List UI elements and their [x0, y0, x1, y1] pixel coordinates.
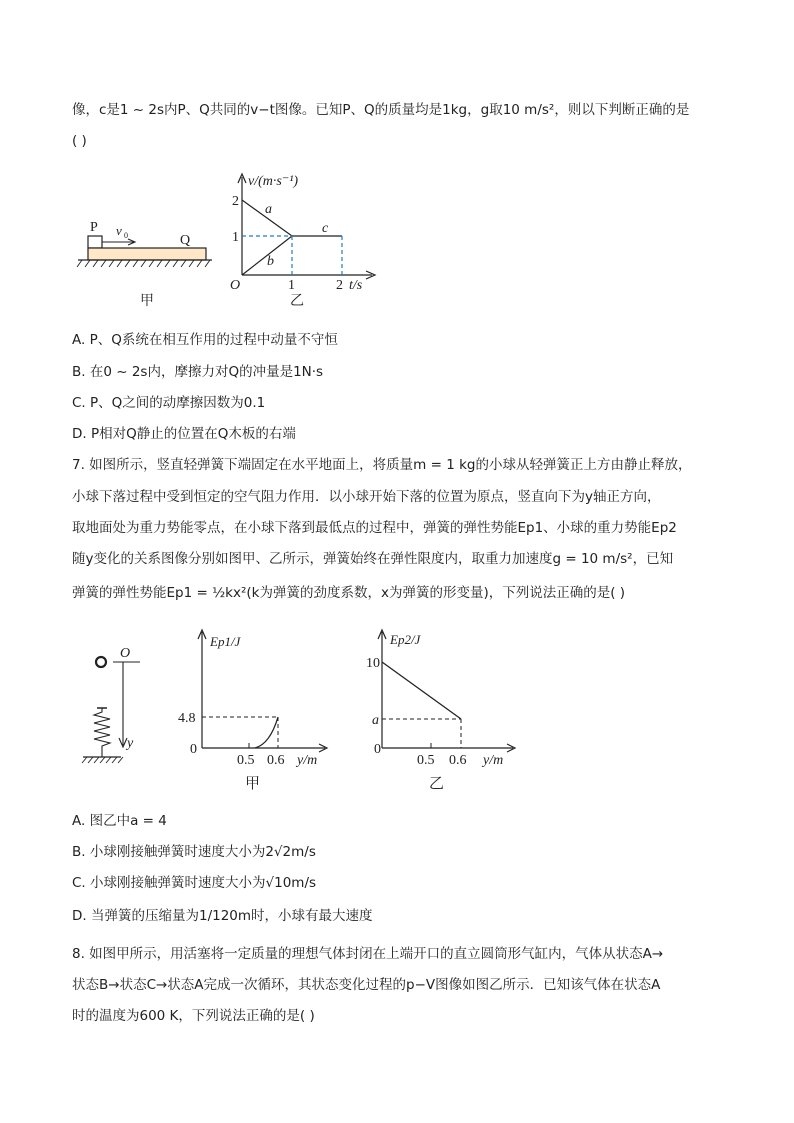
q6-xlabel: t/s — [349, 278, 363, 293]
q6-xtick-1: 1 — [288, 278, 295, 293]
q7-figure-yi — [365, 622, 525, 797]
q6-figure-yi — [222, 165, 382, 310]
q7-yi-xtick-06: 0.6 — [449, 753, 467, 768]
q7-yi-ylabel: Ep2/J — [390, 632, 421, 647]
q6-label-c: c — [322, 221, 329, 236]
q6-origin: O — [230, 278, 241, 293]
q6-stem-line1: 像，c是1 ~ 2s内P、Q共同的v−t图像。已知P、Q的质量均是1kg，g取10 m/s²，则以下判断正确的是 — [72, 102, 690, 118]
q7-option-d: D. 当弹簧的压缩量为1/120m时，小球有最大速度 — [72, 908, 373, 924]
q7-jia-origin: 0 — [190, 742, 197, 757]
spring — [94, 708, 110, 757]
q7-yi-origin: 0 — [374, 742, 381, 757]
block-P — [88, 236, 102, 248]
q7-jia-ylabel: Ep1/J — [210, 634, 241, 649]
line-Ep2 — [382, 662, 461, 719]
q6-label-v0-sub: 0 — [124, 231, 128, 240]
q6-label-v0: v — [116, 223, 122, 238]
q6-label-b: b — [267, 254, 274, 269]
q7-figure-jia — [175, 622, 335, 797]
q6-ytick-2: 2 — [232, 194, 239, 209]
q6-xtick-2: 2 — [336, 278, 343, 293]
q7-option-c: C. 小球刚接触弹簧时速度大小为√10m/s — [72, 875, 317, 891]
q6-ylabel: v/(m·s⁻¹) — [248, 174, 299, 189]
q7-stem-line3: 取地面处为重力势能零点，在小球下落到最低点的过程中，弹簧的弹性势能Ep1、小球的重力势能Ep2 — [72, 520, 677, 536]
q7-stem-line1: 7. 如图所示，竖直轻弹簧下端固定在水平地面上，将质量m = 1 kg的小球从轻弹簧正上方由静止释放， — [72, 457, 692, 473]
q8-stem-line2: 状态B→状态C→状态A完成一次循环，其状态变化过程的p−V图像如图乙所示．已知该气体在状态A — [72, 977, 661, 993]
q6-option-b: B. 在0 ~ 2s内，摩擦力对Q的冲量是1N·s — [72, 364, 324, 380]
q7-caption-jia: 甲 — [245, 774, 261, 792]
ground-hatching — [77, 260, 210, 267]
q6-label-P: P — [90, 220, 98, 235]
q7-stem-line5: 弹簧的弹性势能Ep1 = ½kx²(k为弹簧的劲度系数，x为弹簧的形变量)，下列说法正确的是( ) — [72, 585, 626, 601]
q6-option-a: A. P、Q系统在相互作用的过程中动量不守恒 — [72, 332, 338, 348]
q6-option-d: D. P相对Q静止的位置在Q木板的右端 — [72, 426, 296, 442]
q7-jia-xlabel: y/m — [297, 753, 318, 768]
q7-caption-yi: 乙 — [429, 774, 445, 792]
q8-stem-line3: 时的温度为600 K，下列说法正确的是( ) — [72, 1008, 315, 1024]
q6-caption-yi: 乙 — [290, 293, 304, 309]
q7-jia-xtick-05: 0.5 — [237, 753, 255, 768]
q6-ytick-1: 1 — [232, 230, 239, 245]
q6-figure-jia — [72, 215, 217, 310]
q7-spring-figure — [75, 640, 155, 770]
q6-label-Q: Q — [180, 233, 191, 248]
q7-jia-xtick-06: 0.6 — [267, 753, 285, 768]
q7-stem-line4: 随y变化的关系图像分别如图甲、乙所示，弹簧始终在弹性限度内，取重力加速度g = 10 m/s²，已知 — [72, 551, 674, 567]
q7-stem-line2: 小球下落过程中受到恒定的空气阻力作用．以小球开始下落的位置为原点，竖直向下为y轴正方向， — [72, 489, 661, 505]
q8-stem-line1: 8. 如图甲所示，用活塞将一定质量的理想气体封闭在上端开口的直立圆筒形气缸内，气体从状态A→ — [72, 946, 664, 962]
q7-yi-ytick-a: a — [372, 713, 379, 728]
q6-caption-jia: 甲 — [140, 293, 154, 309]
q6-label-a: a — [265, 202, 272, 217]
ball — [96, 657, 106, 667]
q7-jia-ytick: 4.8 — [178, 711, 196, 726]
q7-yi-ytick-10: 10 — [366, 656, 380, 671]
q7-label-O: O — [120, 646, 131, 661]
board-Q — [88, 248, 206, 260]
q6-stem-line2: ( ) — [72, 133, 87, 149]
q7-yi-xtick-05: 0.5 — [417, 753, 435, 768]
curve-Ep1 — [255, 717, 278, 748]
q7-label-y: y — [127, 736, 134, 751]
q7-yi-xlabel: y/m — [483, 753, 504, 768]
q7-option-a: A. 图乙中a = 4 — [72, 813, 167, 829]
q6-option-c: C. P、Q之间的动摩擦因数为0.1 — [72, 395, 266, 411]
q7-option-b: B. 小球刚接触弹簧时速度大小为2√2m/s — [72, 844, 316, 860]
